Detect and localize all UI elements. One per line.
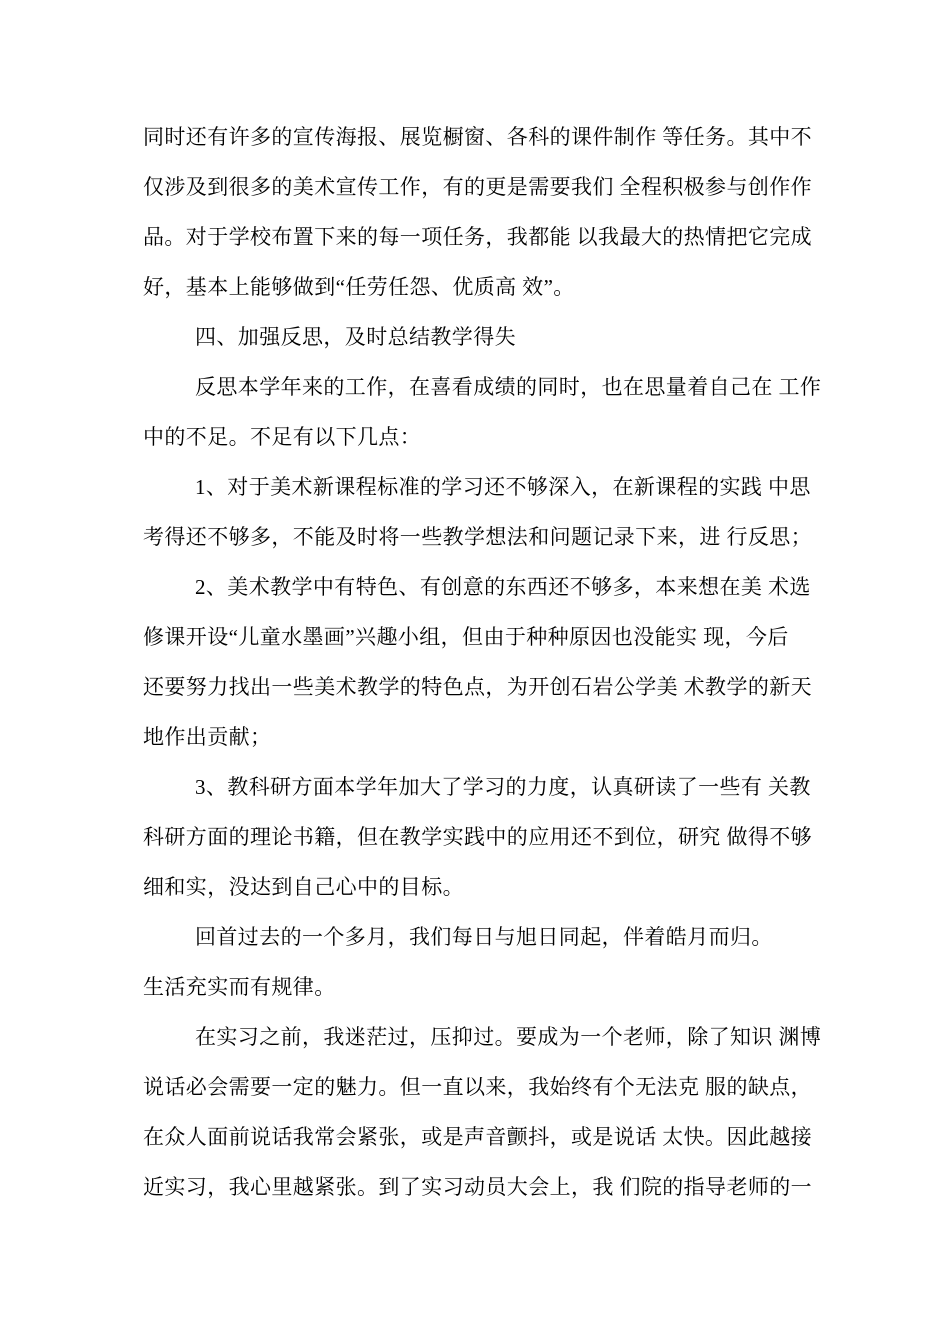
text-line: 还要努力找出一些美术教学的特色点，为开创石岩公学美 术教学的新天 — [143, 675, 813, 699]
text-line: 考得还不够多，不能及时将一些教学想法和问题记录下来，进 行反思； — [143, 525, 813, 549]
text-line: 中的不足。不足有以下几点： — [143, 425, 422, 449]
text-line: 1、对于美术新课程标准的学习还不够深入，在新课程的实践 中思 — [195, 475, 811, 499]
paragraph — [143, 312, 823, 362]
paragraph — [143, 462, 823, 562]
text-line: 3、教科研方面本学年加大了学习的力度，认真研读了一些有 关教 — [195, 775, 811, 799]
text-line: 2、美术教学中有特色、有创意的东西还不够多，本来想在美 术选 — [195, 575, 811, 599]
text-line: 仅涉及到很多的美术宣传工作，有的更是需要我们 全程积极参与创作作 — [143, 175, 813, 199]
text-line: 科研方面的理论书籍，但在教学实践中的应用还不到位，研究 做得不够 — [143, 825, 813, 849]
text-line: 同时还有许多的宣传海报、展览橱窗、各科的课件制作 等任务。其中不 — [143, 125, 813, 149]
text-line: 说话必会需要一定的魅力。但一直以来，我始终有个无法克 服的缺点， — [143, 1075, 813, 1099]
text-line: 在众人面前说话我常会紧张，或是声音颤抖，或是说话 太快。因此越接 — [143, 1125, 813, 1149]
text-line: 地作出贡献； — [143, 725, 272, 749]
paragraph — [143, 362, 823, 462]
paragraph — [143, 112, 823, 312]
text-line: 在实习之前，我迷茫过，压抑过。要成为一个老师，除了知识 渊博 — [195, 1025, 822, 1049]
text-line: 好，基本上能够做到“任劳任怨、优质高 效”。 — [143, 275, 575, 299]
text-line: 近实习，我心里越紧张。到了实习动员大会上，我 们院的指导老师的一 — [143, 1175, 813, 1199]
paragraph — [143, 1012, 823, 1212]
text-line: 四、加强反思，及时总结教学得失 — [195, 325, 516, 349]
text-line: 回首过去的一个多月，我们每日与旭日同起，伴着皓月而归。 — [195, 925, 773, 949]
text-line: 细和实，没达到自己心中的目标。 — [143, 875, 464, 899]
paragraph — [143, 762, 823, 912]
text-line: 生活充实而有规律。 — [143, 975, 336, 999]
paragraph — [143, 912, 823, 1012]
text-line: 反思本学年来的工作，在喜看成绩的同时，也在思量着自己在 工作 — [195, 375, 822, 399]
text-line: 品。对于学校布置下来的每一项任务，我都能 以我最大的热情把它完成 — [143, 225, 813, 249]
paragraph — [143, 562, 823, 762]
document-body — [143, 112, 823, 1212]
text-line: 修课开设“儿童水墨画”兴趣小组，但由于种种原因也没能实 现，今后 — [143, 625, 789, 649]
